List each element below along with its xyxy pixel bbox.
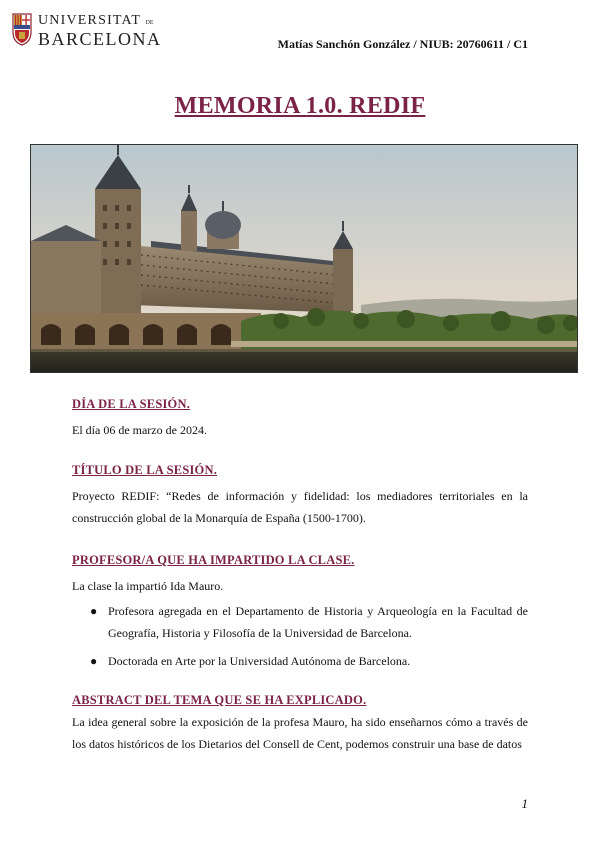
page-number: 1 — [521, 796, 528, 811]
section-heading-profesor: PROFESOR/A QUE HA IMPARTIDO LA CLASE. — [72, 553, 355, 567]
university-shield-icon — [12, 12, 32, 46]
section-heading-titulo: TÍTULO DE LA SESIÓN. — [72, 463, 218, 477]
list-item — [72, 600, 528, 644]
section-profesor — [72, 553, 528, 672]
section-heading-dia: DÍA DE LA SESIÓN. — [72, 397, 191, 411]
section-text-dia: El día 06 de marzo de 2024. — [72, 423, 207, 437]
section-text-profesor: La clase la impartió Ida Mauro. — [72, 579, 224, 593]
logo-line-2: BARCELONA — [38, 29, 162, 49]
section-text-abstract: La idea general sobre la exposición de la profesa Mauro, ha sido enseñarnos cómo a través de los datos históricos de los Dietarios del Consell de Cent, podemos construir una base de datos — [72, 715, 528, 751]
section-dia — [72, 397, 528, 441]
university-logo — [12, 12, 162, 52]
monastery-image — [31, 145, 578, 373]
section-text-titulo: Proyecto REDIF: “Redes de información y fidelidad: los mediadores territoriales en la construcción global de la Monarquía de España (1500-1700). — [72, 489, 528, 525]
logo-line-1-small: DE — [145, 20, 154, 26]
monastery-photo — [30, 144, 578, 373]
bullet-icon: ● — [90, 604, 98, 618]
section-titulo — [72, 463, 528, 529]
section-abstract — [72, 693, 528, 755]
logo-line-1: UNIVERSITAT — [38, 13, 141, 28]
document-title: MEMORIA 1.0. REDIF — [174, 93, 426, 119]
professor-bullet-list — [72, 600, 528, 672]
section-heading-abstract: ABSTRACT DEL TEMA QUE SE HA EXPLICADO. — [72, 693, 367, 707]
bullet-icon: ● — [90, 654, 98, 668]
list-item — [72, 650, 528, 672]
author-header: Matías Sanchón González / NIUB: 20760611 / C1 — [277, 37, 528, 51]
bullet-text: Doctorada en Arte por la Universidad Autónoma de Barcelona. — [108, 654, 411, 668]
bullet-text: Profesora agregada en el Departamento de Historia y Arqueología en la Facultad de Geografía, Historia y Filosofía de la Universidad de Barcelona. — [108, 604, 528, 640]
